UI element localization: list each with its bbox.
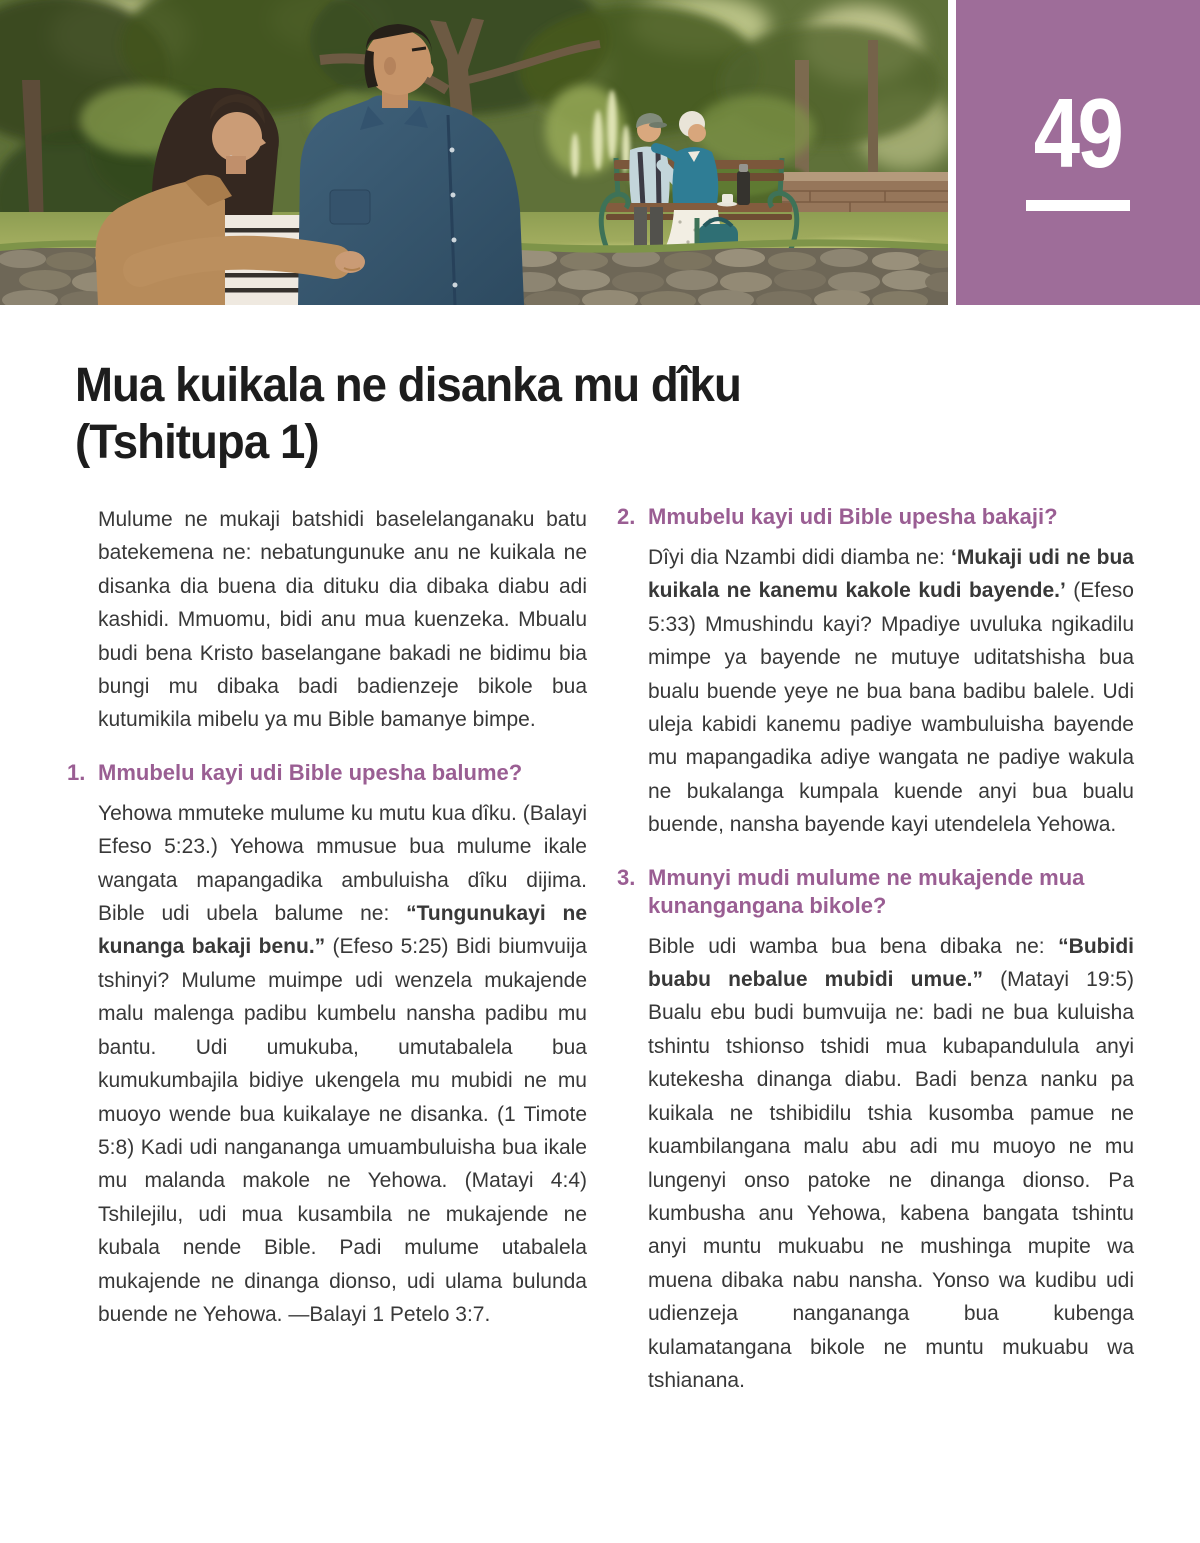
page-title-line2: (Tshitupa 1): [75, 416, 319, 469]
question-1-heading: [67, 759, 587, 787]
paragraph-text: (Matayi 19:5) Bualu ebu budi bumvuija ne: badi ne bua kuluisha tshintu tshionso tshidi mua kubapandulula anyi kutekesha dinanga diabu. Badi benza nanku pa kuikala ne tshibidilu tshia kusomba pamue ne kuambilangana malu abu adi mu muoyo ne mu lungenyi onso patoke ne dinanga dionso. Pa kumbusha anu Yehowa, kabena bangata tshintu anyi muntu mukuabu ne mushinga mupite wa muena dibaka nabu nansha. Yonso wa kudibu udi udienzeja nangananga bua kubenga kulamatangana bikole ne muntu mukuabu wa tshianana.: [648, 968, 1135, 1392]
question-2-heading-text: Mmubelu kayi udi Bible upesha bakaji?: [648, 504, 1058, 529]
question-block-2: [617, 503, 1134, 842]
scripture-quote: “Bubidi buabu nebalue mubidi umue.”: [648, 934, 1134, 992]
page-title-line1: Mua kuikala ne disanka mu dîku: [75, 359, 741, 412]
question-block-1: [67, 759, 588, 1332]
question-3-paragraph: [648, 930, 1134, 1398]
paragraph-text: Bible udi wamba bua bena dibaka ne:: [648, 934, 1059, 958]
question-2-number: 2.: [617, 504, 636, 529]
question-block-3: [617, 864, 1135, 1398]
paragraph-text: Dîyi dia Nzambi didi diamba ne:: [648, 546, 952, 569]
question-1-paragraph: [98, 797, 587, 1332]
question-1-heading-text: Mmubelu kayi udi Bible upesha balume?: [98, 759, 523, 785]
page-title: [75, 357, 930, 471]
question-3-heading-text: Mmunyi mudi mulume ne mukajende mua kunangangana bikole?: [648, 864, 1085, 918]
lesson-number-underline: [1026, 200, 1130, 211]
question-1-number: 1.: [67, 759, 86, 785]
intro-paragraph: Mulume ne mukaji batshidi baselelanganaku batu batekemena ne: nebatungunuke anu ne kuikala ne disanka dia buena dia dituku dia dibaka diabu adi kashidi. Mmuomu, bidi anu mua kuenzeka. Mbualu budi bena Kristo baselangane bakadi ne bidimu bia bungi mu dibaka badi badienzeje bikole bua kutumikila mibelu ya mu Bible bamanye bimpe.: [98, 508, 587, 732]
header-photo: [0, 0, 948, 305]
paragraph-text: Yehowa mmuteke mulume ku mutu kua dîku. (Balayi Efeso 5:23.) Yehowa mmusue bua mulume ikale wangata mapangadika ambuluisha dîku dijima. Bible udi ubela balume ne:: [98, 801, 587, 926]
question-2-paragraph: [648, 541, 1134, 842]
paragraph-text: (Efeso 5:25) Bidi biumvuija tshinyi? Mulume muimpe udi wenzela mukajende malu malenga padibu kumbelu nansha padibu mu bantu. Udi umukuba, umutabalela bua kumukumbajila bidiye ukengela mu mubidi ne mu muoyo wende bua kuikalaye ne disanka. (1 Timote 5:8) Kadi udi nangananga umuambuluisha bua ikale mu malanda makole ne Yehowa. (Matayi 4:4) Tshilejilu, udi mua kusambila ne mukajende ne kubala nende Bible. Padi mulume utabalela mukajende ne dinanga dionso, udi ulama bulunda buende ne Yehowa. —Balayi 1 Petelo 3:7.: [98, 935, 587, 1326]
content-columns: [67, 503, 1200, 1397]
left-column: [67, 503, 588, 1397]
paragraph-text: (Efeso 5:33) Mmushindu kayi? Mpadiye uvuluka ngikadilu mimpe ya bayende ne mutuye uditatshisha bua bualu buende yeye ne bua bana badibu balele. Udi uleja kabidi kanemu padiye wambuluisha bayende mu mapangadika adiye wangata ne padiye wakula ne bukalanga kumpala kuende anyi bua bualu buende, nansha bayende kayi utendelela Yehowa.: [648, 579, 1134, 837]
lesson-number-badge: [956, 0, 1200, 305]
scripture-quote: ‘Mukaji udi ne bua kuikala ne kanemu kakole kudi bayende.’: [648, 546, 1134, 603]
lesson-number: 49: [1034, 78, 1122, 188]
scripture-quote: “Tungunukayi ne kunanga bakaji benu.”: [98, 902, 588, 959]
page-header: [0, 0, 1200, 305]
right-column: [617, 503, 1135, 1397]
question-3-number: 3.: [617, 864, 636, 890]
question-3-heading: [617, 864, 1134, 920]
question-2-heading: [617, 503, 1134, 531]
